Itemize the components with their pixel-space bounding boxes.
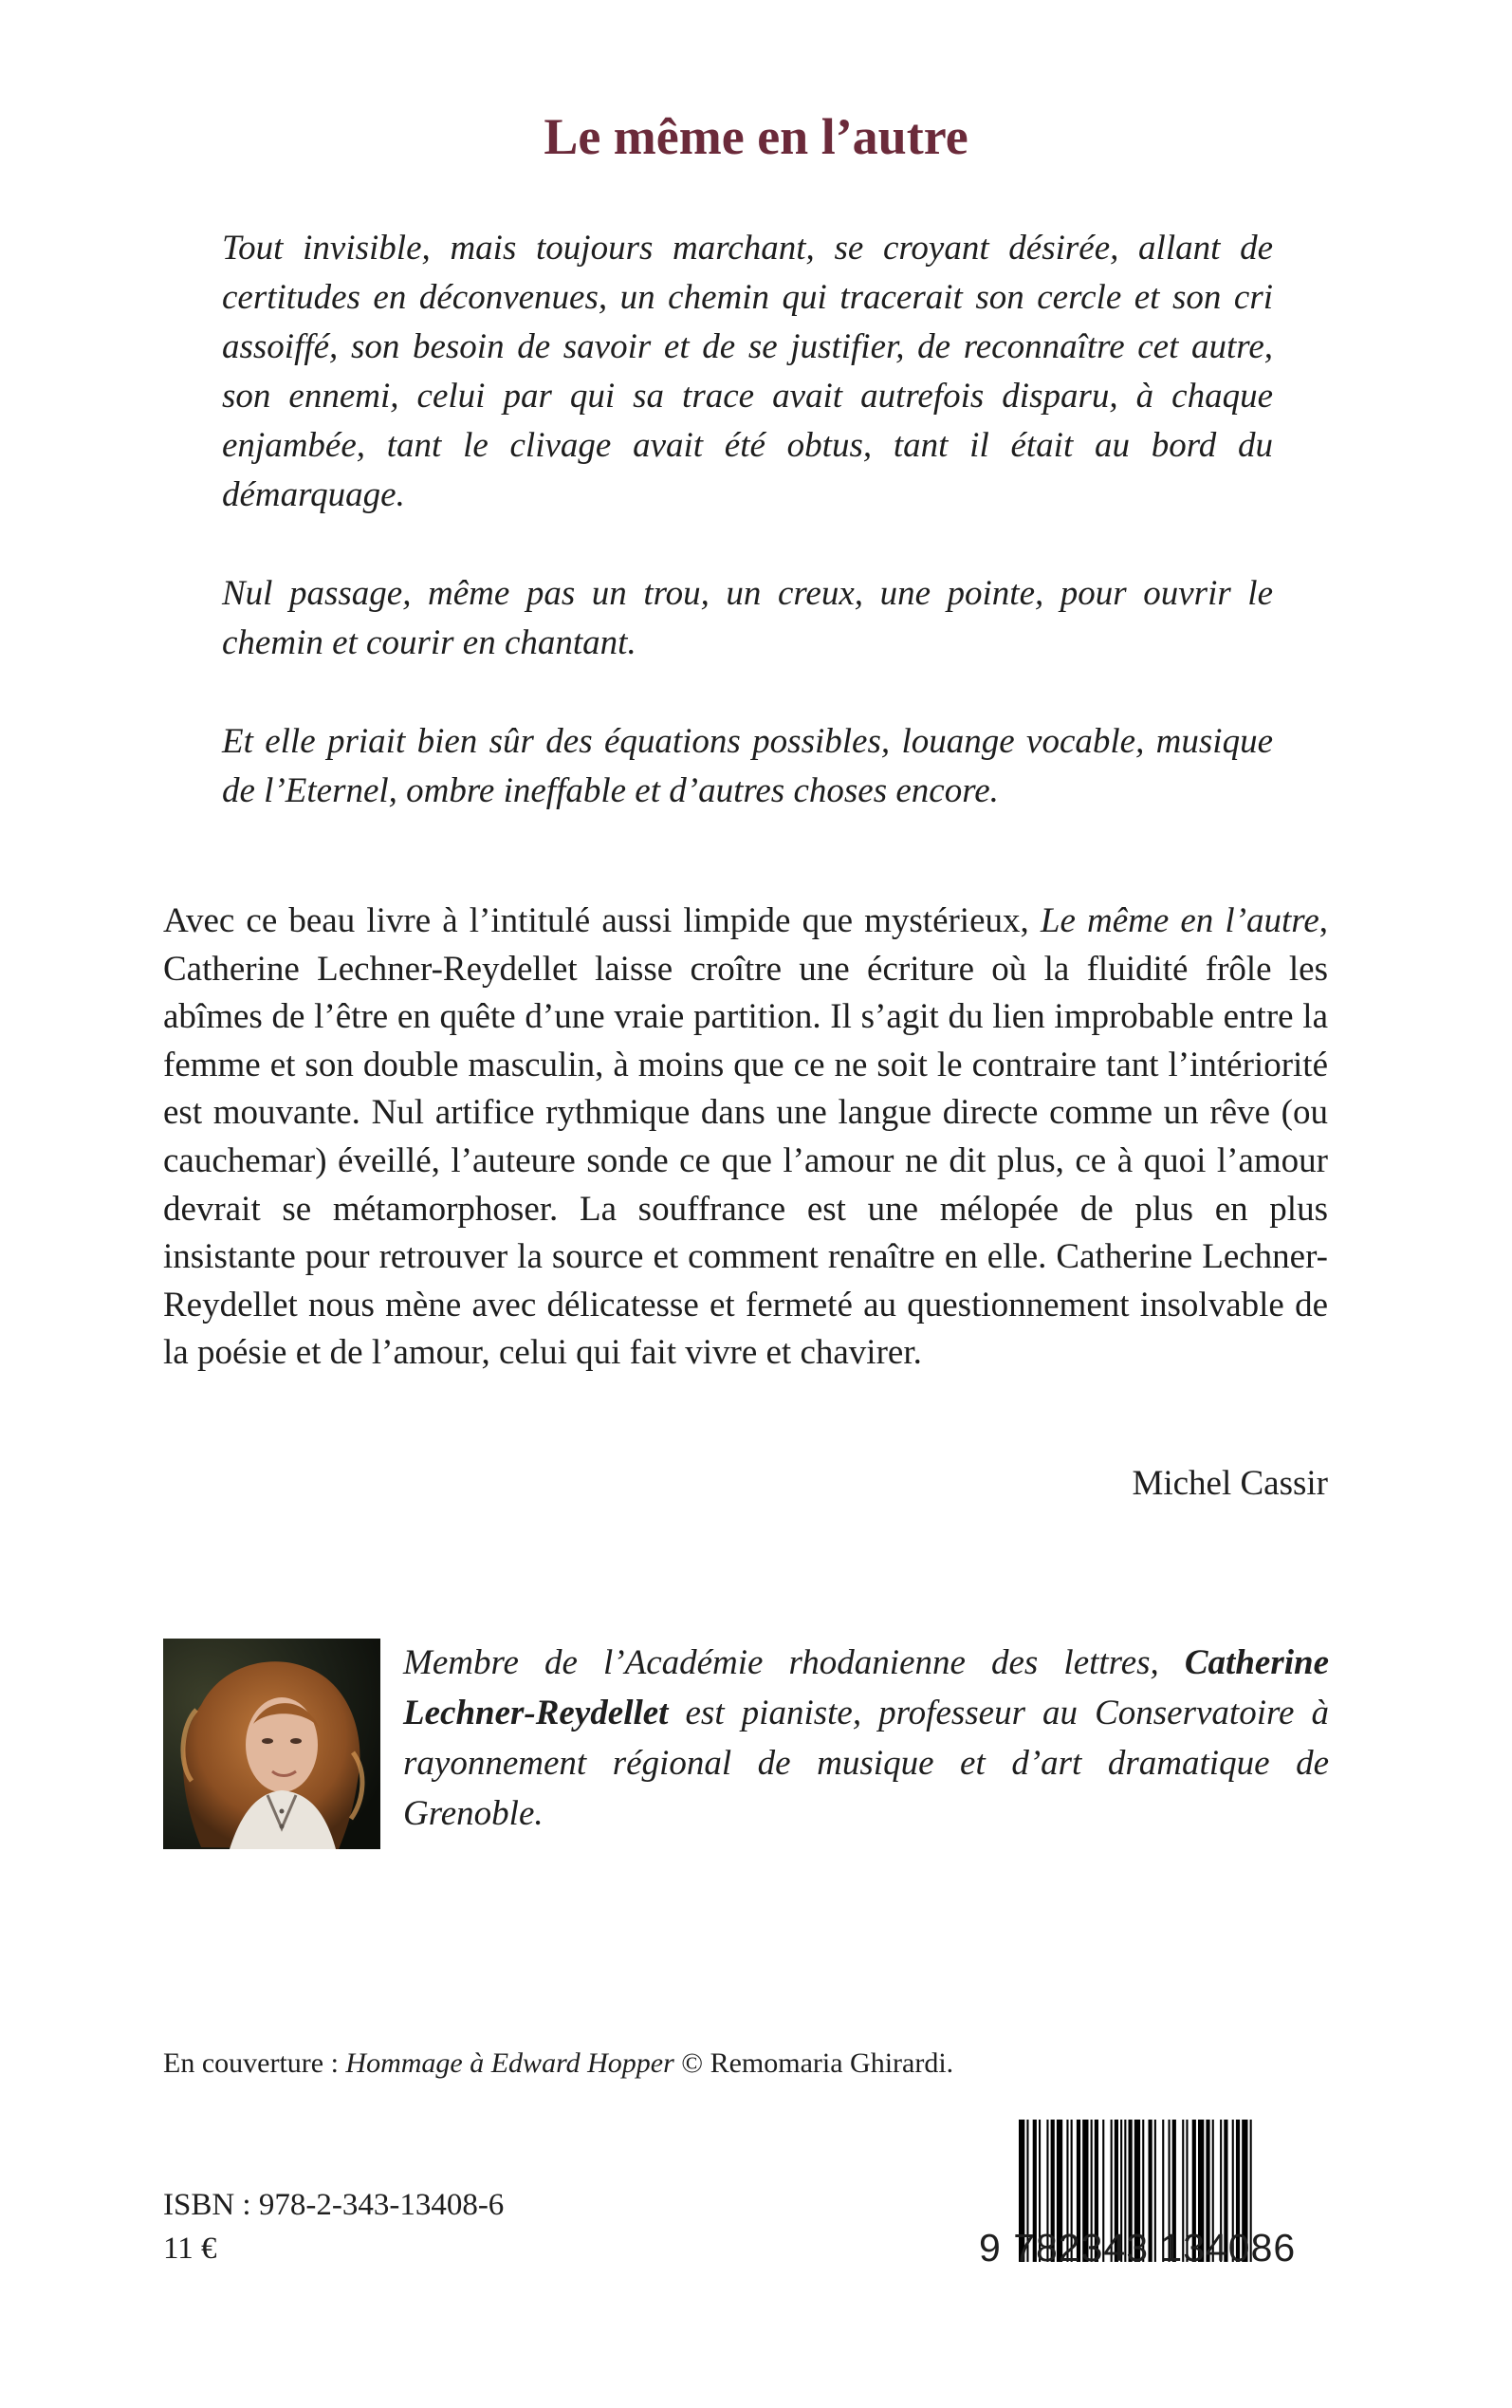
credit-suffix: © Remomaria Ghirardi. (673, 2047, 954, 2079)
review-part: , Catherine Lechner-Reydellet laisse croître une écriture où la fluidité frôle les abîmes de l’être en quête d’une vraie partition. Il s’agit du lien improbable entre la femme et son double masculin, à moins que ce ne soit le contraire tant l’intériorité est mouvante. Nul artifice rythmique dans une langue directe comme un rêve (ou cauchemar) éveillé, l’auteure sonde ce que l’amour ne dit plus, ce à quoi l’amour devrait se métamorphoser. La souffrance est une mélopée de plus en plus insistante pour retrouver la source et comment renaître en elle. Catherine Lechner-Reydellet nous mène avec délicatesse et fermeté au questionnement insolvable de la poésie et de l’amour, celui qui fait vivre et chavirer. (163, 901, 1328, 1373)
cover-credit (163, 2045, 953, 2083)
poem-stanza: Nul passage, même pas un trou, un creux, une pointe, pour ouvrir le chemin et courir en chantant. (222, 574, 1273, 662)
credit-work: Hommage à Edward Hopper (345, 2047, 674, 2079)
bio-part: est pianiste, professeur au Conservatoire à rayonnement régional de musique et d’art dramatique de Grenoble. (403, 1694, 1329, 1833)
review-text (163, 898, 1328, 1378)
author-name: Catherine Lechner-Reydellet (403, 1643, 1329, 1732)
review-signature: Michel Cassir (1132, 1464, 1328, 1503)
poem-stanza: Et elle priait bien sûr des équations possibles, louange vocable, musique de l’Eternel, ombre ineffable et d’autres choses encore. (222, 722, 1273, 810)
credit-prefix: En couverture : (163, 2047, 346, 2079)
barcode-digits: 9 782343 134086 (979, 2226, 1297, 2269)
price-text: 11 € (163, 2232, 217, 2266)
author-bio (403, 1638, 1329, 1839)
isbn-text: ISBN : 978-2-343-13408-6 (163, 2188, 505, 2222)
review-part: Avec ce beau livre à l’intitulé aussi limpide que mystérieux, (163, 901, 1041, 940)
barcode-icon (1017, 2120, 1330, 2309)
review-book-title: Le même en l’autre (1040, 901, 1319, 940)
author-portrait (163, 1639, 380, 1849)
poem-excerpt (222, 224, 1273, 865)
author-portrait-image (163, 1639, 380, 1849)
bio-part: Membre de l’Académie rhodanienne des lettres, (403, 1643, 1185, 1682)
poem-stanza: Tout invisible, mais toujours marchant, se croyant désirée, allant de certitudes en déconvenues, un chemin qui tracerait son cercle et son cri assoiffé, son besoin de savoir et de se justifier, de reconnaître cet autre, son ennemi, celui par qui sa trace avait autrefois disparu, à chaque enjambée, tant le clivage avait été obtus, tant il était au bord du démarquage. (222, 229, 1273, 514)
page-title: Le même en l’autre (544, 108, 968, 165)
